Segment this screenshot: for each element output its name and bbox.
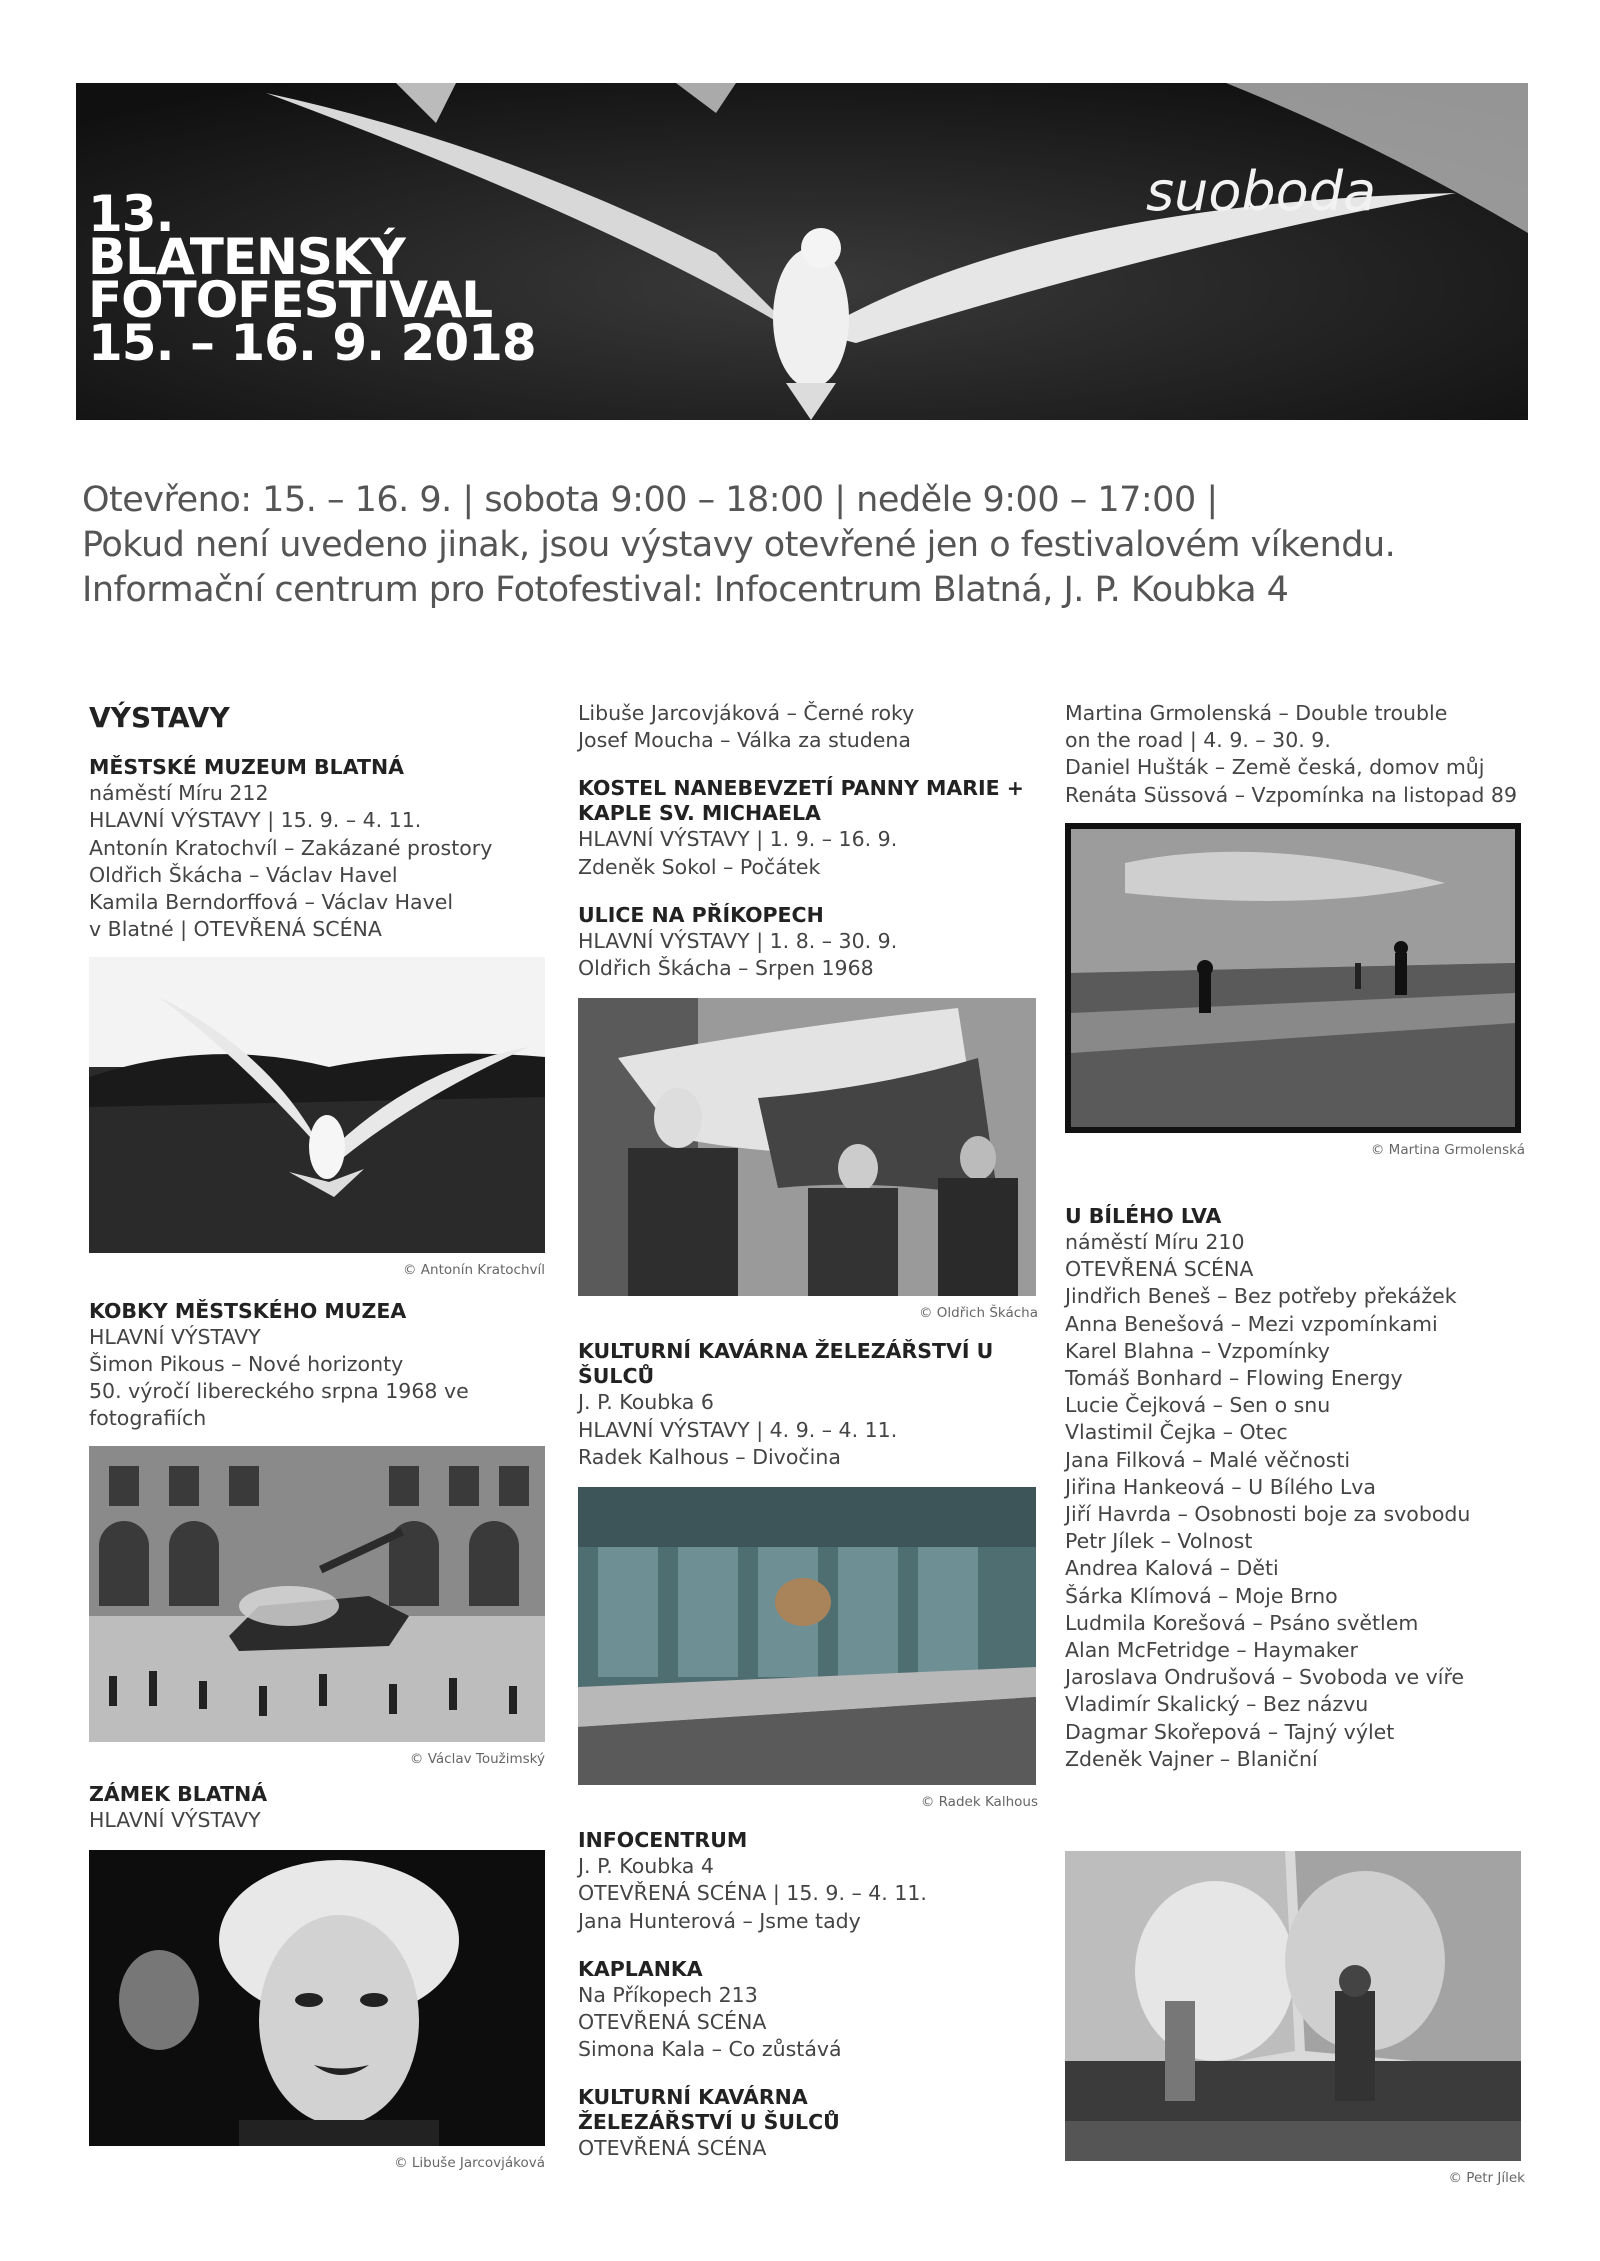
venue-line: OTEVŘENÁ SCÉNA xyxy=(578,2136,767,2161)
venue-line: Kamila Berndorffová – Václav Havel xyxy=(89,890,454,915)
venue-line: HLAVNÍ VÝSTAVY | 1. 8. – 30. 9. xyxy=(578,928,898,953)
venue-line: Tomáš Bonhard – Flowing Energy xyxy=(1065,1366,1403,1391)
venue-line: OTEVŘENÁ SCÉNA xyxy=(1065,1257,1254,1282)
venue-line: HLAVNÍ VÝSTAVY xyxy=(89,1807,261,1832)
photo-credit: © Martina Grmolenská xyxy=(1370,1141,1525,1158)
venue-line: Karel Blahna – Vzpomínky xyxy=(1065,1338,1330,1363)
venue-line: OTEVŘENÁ SCÉNA | 15. 9. – 4. 11. xyxy=(578,1881,927,1906)
venue-line: Zdeněk Vajner – Blaniční xyxy=(1065,1746,1318,1771)
title-line: BLATENSKÝ xyxy=(88,228,405,286)
venue-line: Lucie Čejková – Sen o snu xyxy=(1065,1393,1331,1418)
venue-name: KOBKY MĚSTSKÉHO MUZEA xyxy=(89,1298,407,1323)
venue-line: Vladimír Skalický – Bez názvu xyxy=(1065,1692,1369,1717)
info-center-note: Informační centrum pro Fotofestival: Infocentrum Blatná, J. P. Koubka 4 xyxy=(82,570,1289,610)
venue-line: Šimon Pikous – Nové horizonty xyxy=(89,1351,404,1376)
venue-line: Jana Hunterová – Jsme tady xyxy=(578,1908,861,1933)
title-line: 13. xyxy=(88,185,174,243)
venue-line: Anna Benešová – Mezi vzpomínkami xyxy=(1065,1311,1438,1336)
festival-title xyxy=(88,185,536,372)
photo-flag-march xyxy=(578,998,1036,1296)
venue-name: KAPLANKA xyxy=(578,1956,703,1981)
photo-tiger xyxy=(578,1487,1036,1785)
exhibition-note: Pokud není uvedeno jinak, jsou výstavy otevřené jen o festivalovém víkendu. xyxy=(82,525,1396,565)
exhibition-line: Daniel Hušták – Země česká, domov můj xyxy=(1065,755,1485,780)
venue-name: KOSTEL NANEBEVZETÍ PANNY MARIE + xyxy=(578,776,1024,801)
venue-line: Vlastimil Čejka – Otec xyxy=(1065,1420,1288,1445)
venue-line: J. P. Koubka 4 xyxy=(578,1854,714,1879)
venue-name: U BÍLÉHO LVA xyxy=(1065,1204,1222,1229)
exhibition-line: Libuše Jarcovjáková – Černé roky xyxy=(578,701,915,725)
venue-name: KULTURNÍ KAVÁRNA ŽELEZÁŘSTVÍ U xyxy=(578,1339,994,1364)
venue-line: Na Příkopech 213 xyxy=(578,1982,758,2007)
column-left xyxy=(89,700,545,2177)
exhibition-line: Martina Grmolenská – Double trouble xyxy=(1065,701,1448,725)
photo-credit: © Oldřich Škácha xyxy=(919,1305,1038,1322)
venue-name: KULTURNÍ KAVÁRNA xyxy=(578,2085,808,2110)
column-middle xyxy=(578,700,1038,2163)
venue-line: Šárka Klímová – Moje Brno xyxy=(1065,1583,1338,1608)
column-right xyxy=(1065,700,1525,2192)
photo-credit: © Václav Toužimský xyxy=(409,1751,545,1768)
exhibition-line: Renáta Süssová – Vzpomínka na listopad 89 xyxy=(1065,782,1517,807)
title-line: FOTOFESTIVAL xyxy=(88,271,493,329)
venue-line: HLAVNÍ VÝSTAVY | 1. 9. – 16. 9. xyxy=(578,827,898,852)
venue-line: HLAVNÍ VÝSTAVY | 4. 9. – 4. 11. xyxy=(578,1417,898,1442)
venue-line: fotografiích xyxy=(89,1406,207,1431)
venue-name: ŽELEZÁŘSTVÍ U ŠULCŮ xyxy=(578,2110,840,2135)
venue-name: MĚSTSKÉ MUZEUM BLATNÁ xyxy=(89,755,405,780)
venue-line: Alan McFetridge – Haymaker xyxy=(1065,1638,1358,1663)
photo-beach xyxy=(1065,823,1521,1133)
venue-line: v Blatné | OTEVŘENÁ SCÉNA xyxy=(89,917,382,942)
photo-credit: © Radek Kalhous xyxy=(920,1794,1038,1811)
exhibition-line: Josef Moucha – Válka za studena xyxy=(578,728,911,753)
venue-name: ULICE NA PŘÍKOPECH xyxy=(578,902,824,927)
venue-line: náměstí Míru 212 xyxy=(89,781,269,806)
section-heading: VÝSTAVY xyxy=(89,701,230,734)
venue-line: Jaroslava Ondrušová – Svoboda ve víře xyxy=(1065,1665,1465,1690)
venue-line: Jindřich Beneš – Bez potřeby překážek xyxy=(1065,1284,1457,1309)
venue-line: HLAVNÍ VÝSTAVY xyxy=(89,1324,261,1349)
venue-line: J. P. Koubka 6 xyxy=(578,1390,714,1415)
title-line: 15. – 16. 9. 2018 xyxy=(88,314,536,372)
venue-name: ZÁMEK BLATNÁ xyxy=(89,1781,268,1806)
festival-motto: suoboda xyxy=(1146,160,1377,223)
photo-wall-kiss xyxy=(1065,1851,1521,2161)
photo-credit: © Libuše Jarcovjáková xyxy=(394,2154,545,2171)
venue-line: HLAVNÍ VÝSTAVY | 15. 9. – 4. 11. xyxy=(89,808,422,833)
venue-line: Radek Kalhous – Divočina xyxy=(578,1444,841,1469)
venue-line: Petr Jílek – Volnost xyxy=(1065,1529,1253,1554)
intro-text xyxy=(82,478,1532,613)
photo-tank xyxy=(89,1446,545,1742)
photo-credit: © Antonín Kratochvíl xyxy=(403,1262,545,1279)
opening-hours: Otevřeno: 15. – 16. 9. | sobota 9:00 – 18:00 | neděle 9:00 – 17:00 | xyxy=(82,480,1218,520)
venue-line: Zdeněk Sokol – Počátek xyxy=(578,854,821,879)
venue-line: Dagmar Skořepová – Tajný výlet xyxy=(1065,1719,1395,1744)
venue-name: INFOCENTRUM xyxy=(578,1828,748,1853)
photo-portrait xyxy=(89,1850,545,2146)
venue-line: Jiří Havrda – Osobnosti boje za svobodu xyxy=(1065,1502,1471,1527)
photo-bird xyxy=(89,957,545,1253)
venue-line: 50. výročí libereckého srpna 1968 ve xyxy=(89,1379,469,1404)
venue-name: ŠULCŮ xyxy=(578,1364,655,1389)
venue-line: Jana Filková – Malé věčnosti xyxy=(1065,1447,1351,1472)
venue-line: Jiřina Hankeová – U Bílého Lva xyxy=(1065,1474,1376,1499)
venue-line: Andrea Kalová – Děti xyxy=(1065,1556,1279,1581)
venue-line: OTEVŘENÁ SCÉNA xyxy=(578,2010,767,2035)
venue-line: Oldřich Škácha – Václav Havel xyxy=(89,862,398,887)
venue-line: náměstí Míru 210 xyxy=(1065,1230,1245,1255)
venue-line: Ludmila Korešová – Psáno světlem xyxy=(1065,1610,1419,1635)
venue-line: Antonín Kratochvíl – Zakázané prostory xyxy=(89,835,493,860)
venue-line: Simona Kala – Co zůstává xyxy=(578,2037,842,2062)
photo-credit: © Petr Jílek xyxy=(1448,2170,1525,2187)
venue-name: KAPLE SV. MICHAELA xyxy=(578,801,821,826)
venue-line: Oldřich Škácha – Srpen 1968 xyxy=(578,956,874,981)
exhibition-line: on the road | 4. 9. – 30. 9. xyxy=(1065,728,1331,753)
